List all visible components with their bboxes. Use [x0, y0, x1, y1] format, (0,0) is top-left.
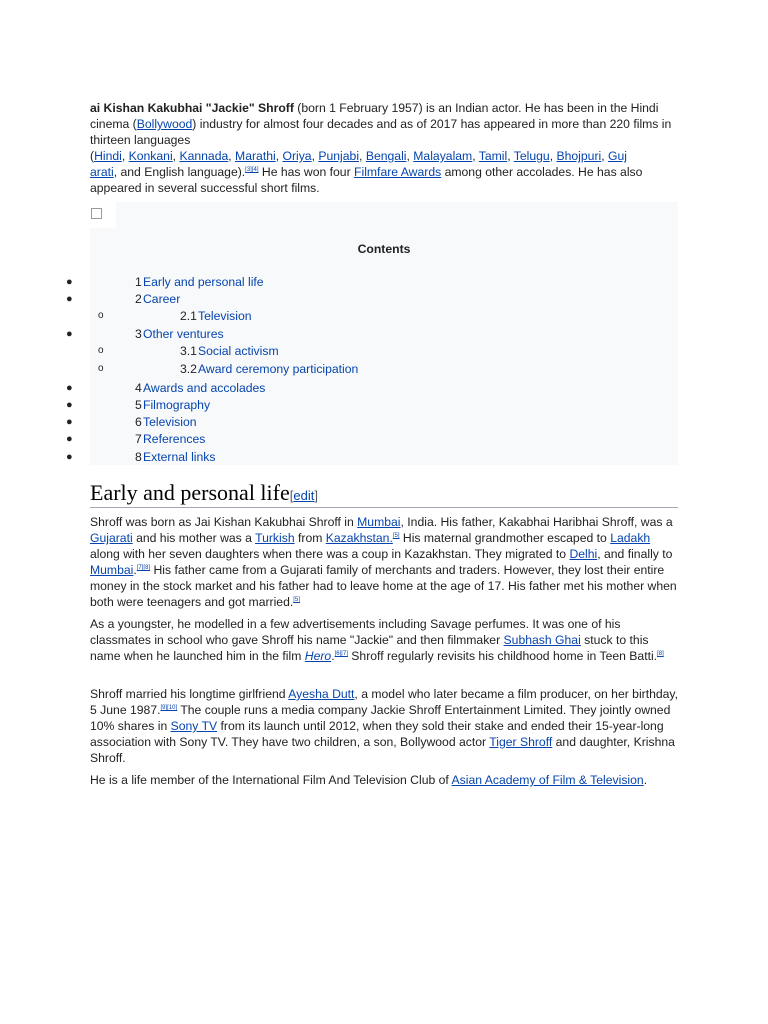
- toc-number: 6: [135, 415, 142, 429]
- toc-number: 7: [135, 432, 142, 446]
- kazakhstan-link[interactable]: Kazakhstan.: [325, 531, 393, 545]
- ladakh-link[interactable]: Ladakh: [610, 531, 651, 545]
- section-title: Early and personal life: [90, 480, 290, 505]
- filmfare-awards-link[interactable]: Filmfare Awards: [354, 165, 442, 179]
- mumbai-link[interactable]: Mumbai: [90, 563, 134, 577]
- toc-number: 2: [135, 292, 142, 306]
- toc-item[interactable]: [0, 431, 768, 448]
- toc-link[interactable]: Other ventures: [143, 327, 224, 341]
- toc-item[interactable]: [0, 291, 768, 308]
- mumbai-link[interactable]: Mumbai: [357, 515, 401, 529]
- circle-bullet-icon: o: [98, 310, 104, 321]
- toc-link[interactable]: Television: [143, 415, 197, 429]
- toc-link[interactable]: Filmography: [143, 398, 211, 412]
- bullet-icon: ●: [66, 433, 73, 445]
- lang-link-hindi[interactable]: Hindi: [94, 149, 122, 163]
- bullet-icon: ●: [66, 416, 73, 428]
- lang-link-telugu[interactable]: Telugu: [513, 149, 550, 163]
- lang-link-kannada[interactable]: Kannada: [179, 149, 229, 163]
- toc-title: Contents: [357, 242, 411, 256]
- lang-link-tamil[interactable]: Tamil: [478, 149, 508, 163]
- toc-item[interactable]: [0, 397, 768, 414]
- toc-number: 2.1: [180, 309, 197, 323]
- lang-link-malayalam[interactable]: Malayalam: [413, 149, 473, 163]
- section-heading: [90, 478, 678, 508]
- lang-link-bengali[interactable]: Bengali: [365, 149, 407, 163]
- lang-link-oriya[interactable]: Oriya: [282, 149, 312, 163]
- toc-link[interactable]: Awards and accolades: [143, 381, 266, 395]
- toc-number: 3.2: [180, 362, 197, 376]
- citation-link[interactable]: [6][7]: [334, 650, 348, 657]
- turkish-link[interactable]: Turkish: [255, 531, 295, 545]
- citation-link[interactable]: [8]: [657, 650, 664, 657]
- toc-item[interactable]: [0, 326, 768, 343]
- lang-link-gujarati-part2[interactable]: arati: [90, 165, 114, 179]
- body-paragraph-1: Shroff was born as Jai Kishan Kakubhai Shroff in Mumbai, India. His father, Kakabhai Haribhai Shroff, was a Gujarati and his mother was a Turkish from Kazakhstan.[5] His maternal grandmother escaped to Ladakh along with her seven daughters when there was a coup in Kazakhstan. They migrated to Delhi, and finally to Mumbai.[7][8] His father came from a Gujarati family of merchants and traders. However, they lost their entire money in the stock market and his father had to leave home at the age of 17. His father met his mother when both were teenagers and got married.[5]: [90, 515, 677, 609]
- citation-link[interactable]: [5]: [293, 596, 300, 603]
- edit-section: [edit]: [289, 488, 318, 503]
- toc-link[interactable]: External links: [143, 450, 216, 464]
- circle-bullet-icon: o: [98, 345, 104, 356]
- citation-link[interactable]: [3][4]: [245, 166, 259, 173]
- citation-link[interactable]: [5]: [392, 532, 400, 539]
- toc-number: 3.1: [180, 344, 197, 358]
- citation-link[interactable]: [7][8]: [136, 564, 151, 571]
- bullet-icon: ●: [66, 328, 73, 340]
- toc-item[interactable]: [0, 361, 768, 378]
- body-paragraph-4: He is a life member of the International Film And Television Club of Asian Academy of Film & Television.: [90, 773, 648, 787]
- hero-film-link[interactable]: Hero: [304, 649, 332, 663]
- toc-item[interactable]: [0, 414, 768, 431]
- ayesha-dutt-link[interactable]: Ayesha Dutt: [288, 687, 355, 701]
- toc-number: 8: [135, 450, 142, 464]
- bullet-icon: ●: [66, 382, 73, 394]
- toc-number: 3: [135, 327, 142, 341]
- gujarati-link[interactable]: Gujarati: [90, 531, 133, 545]
- toc-item[interactable]: [0, 308, 768, 325]
- lang-link-gujarati-part1[interactable]: Guj: [608, 149, 627, 163]
- bullet-icon: ●: [66, 399, 73, 411]
- toc-number: 1: [135, 275, 142, 289]
- toc-link[interactable]: Award ceremony participation: [198, 362, 359, 376]
- bullet-icon: ●: [66, 451, 73, 463]
- lang-link-marathi[interactable]: Marathi: [235, 149, 276, 163]
- subhash-ghai-link[interactable]: Subhash Ghai: [503, 633, 581, 647]
- toc-link[interactable]: Social activism: [198, 344, 279, 358]
- lang-link-konkani[interactable]: Konkani: [128, 149, 173, 163]
- sony-tv-link[interactable]: Sony TV: [170, 719, 218, 733]
- circle-bullet-icon: o: [98, 363, 104, 374]
- toc-item[interactable]: [0, 274, 768, 291]
- bollywood-link[interactable]: Bollywood: [136, 117, 193, 131]
- body-paragraph-3: Shroff married his longtime girlfriend Ayesha Dutt, a model who later became a film producer, on her birthday, 5 June 1987.[9][10] The couple runs a media company Jackie Shroff Entertainment Limited. They jointly owned 10% shares in Sony TV from its launch until 2012, when they sold their stake and ended their 15-year-long association with Sony TV. They have two children, a son, Bollywood actor Tiger Shroff and daughter, Krishna Shroff.: [90, 687, 679, 765]
- toc-link[interactable]: References: [143, 432, 206, 446]
- toc-number: 5: [135, 398, 142, 412]
- toc-item[interactable]: [0, 449, 768, 466]
- bullet-icon: ●: [66, 293, 73, 305]
- body-paragraph-2: As a youngster, he modelled in a few advertisements including Savage perfumes. It was one of his classmates in school who gave Shroff his name "Jackie" and then filmmaker Subhash Ghai stuck to this name when he launched him in the film Hero.[6][7] Shroff regularly revisits his childhood home in Teen Batti.[8]: [90, 617, 664, 663]
- bullet-icon: ●: [66, 276, 73, 288]
- delhi-link[interactable]: Delhi: [569, 547, 598, 561]
- actor-name: ai Kishan Kakubhai "Jackie" Shroff: [90, 101, 294, 115]
- edit-link[interactable]: edit: [293, 488, 315, 503]
- toc-link[interactable]: Career: [143, 292, 181, 306]
- toc-item[interactable]: [0, 380, 768, 397]
- lang-link-punjabi[interactable]: Punjabi: [318, 149, 360, 163]
- toc-link[interactable]: Television: [198, 309, 252, 323]
- lang-link-bhojpuri[interactable]: Bhojpuri: [556, 149, 602, 163]
- aaft-link[interactable]: Asian Academy of Film & Television: [451, 773, 644, 787]
- intro-paragraph: ai Kishan Kakubhai "Jackie" Shroff (born 1 February 1957) is an Indian actor. He has been in the Hindi cinema (Bollywood) industry for almost four decades and as of 2017 has appeared in more than 220 films in thirteen languages (Hindi, Konkani, Kannada, Marathi, Oriya, Punjabi, Bengali, Malayalam, Tamil, Telugu, Bhojpuri, Guj arati, and English language).[3][4] He has won four Filmfare Awards among other accolades. He has also appeared in several successful short films.: [90, 101, 672, 195]
- citation-link[interactable]: [9][10]: [160, 704, 178, 711]
- tiger-shroff-link[interactable]: Tiger Shroff: [489, 735, 553, 749]
- toc-toggle-checkbox[interactable]: [91, 208, 102, 219]
- toc-number: 4: [135, 381, 142, 395]
- toc-link[interactable]: Early and personal life: [143, 275, 264, 289]
- toc-item[interactable]: [0, 343, 768, 360]
